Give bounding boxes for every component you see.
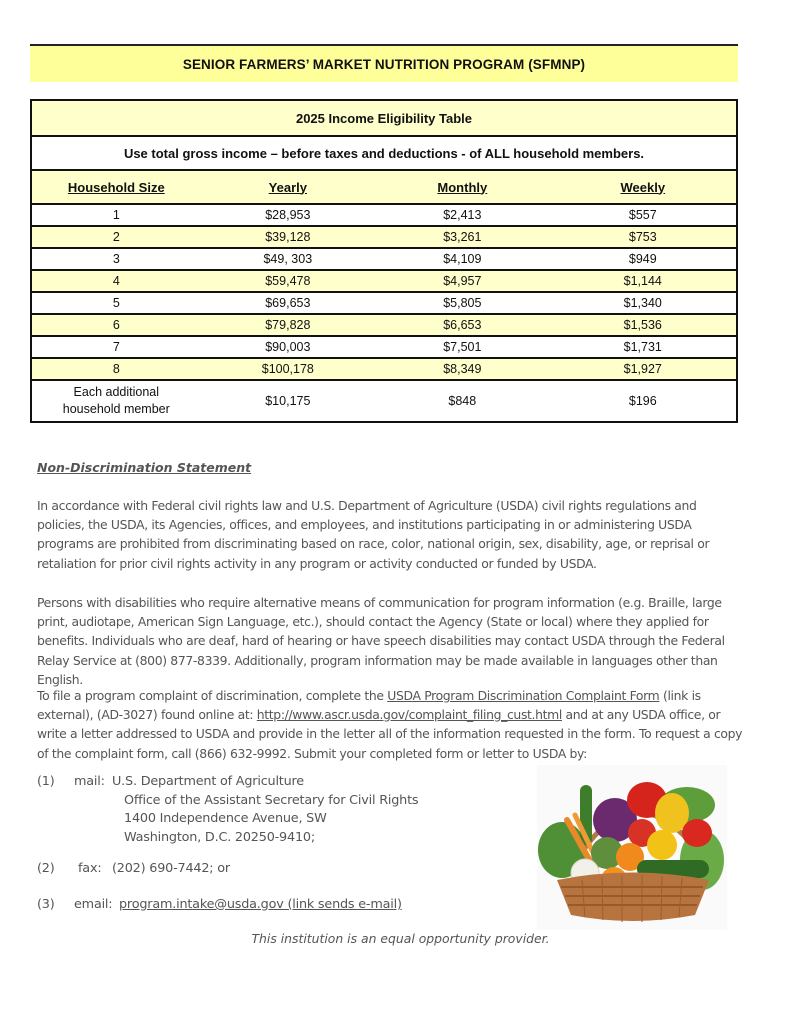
- cell-yearly: $100,178: [201, 358, 376, 380]
- cell-monthly: $4,957: [375, 270, 549, 292]
- table-caption: 2025 Income Eligibility Table: [31, 100, 737, 136]
- contact-email: [37, 896, 517, 916]
- cell-monthly: $4,109: [375, 248, 549, 270]
- cell-yearly: $39,128: [201, 226, 376, 248]
- table-row: [31, 336, 737, 358]
- statement-paragraph-1: In accordance with Federal civil rights law and U.S. Department of Agriculture (USDA) civil rights regulations and policies, the USDA, its Agencies, offices, and employees, and institutions participating in or administering USDA programs are prohibited from discriminating based on race, color, national origin, sex, disability, age, or reprisal or retaliation for prior civil rights activity in any program or activity conducted or funded by USDA.: [37, 498, 710, 571]
- cell-monthly: $5,805: [375, 292, 549, 314]
- cell-household-size: 7: [31, 336, 201, 358]
- table-row: [31, 248, 737, 270]
- table-row: [31, 204, 737, 226]
- contact-fax: [37, 860, 517, 880]
- cell-weekly: $1,927: [550, 358, 737, 380]
- cell-household-size: 5: [31, 292, 201, 314]
- non-discrimination-heading: Non-Discrimination Statement: [37, 460, 252, 475]
- cell-yearly: $59,478: [201, 270, 376, 292]
- contact-label: fax:: [78, 861, 102, 876]
- vegetable-basket-icon: [537, 765, 727, 930]
- complaint-form-link[interactable]: USDA Program Discrimination Complaint Form: [387, 688, 660, 703]
- table-row: [31, 358, 737, 380]
- cell-weekly: $753: [550, 226, 737, 248]
- table-row: [31, 270, 737, 292]
- cell-monthly: $2,413: [375, 204, 549, 226]
- cell-household-size: 8: [31, 358, 201, 380]
- income-eligibility-table: [30, 99, 738, 423]
- cell-yearly: $28,953: [201, 204, 376, 226]
- cell-yearly: $79,828: [201, 314, 376, 336]
- contact-label: email:: [74, 897, 113, 912]
- cell-monthly: $3,261: [375, 226, 549, 248]
- cell-weekly: $557: [550, 204, 737, 226]
- cell-weekly: $949: [550, 248, 737, 270]
- statement-paragraph-2: Persons with disabilities who require alternative means of communication for program information (e.g. Braille, large print, audiotape, American Sign Language, etc.), should contact the Agency (State or local) where they applied for benefits. Individuals who are deaf, hard of hearing or have speech disabilities may contact USDA through the Federal Relay Service at (800) 877-8339. Additionally, program information may be made available in languages other than English.: [37, 595, 725, 687]
- cell-weekly: $1,731: [550, 336, 737, 358]
- cell-household-size: 3: [31, 248, 201, 270]
- column-header-weekly: Weekly: [550, 170, 737, 204]
- cell-household-size: 1: [31, 204, 201, 226]
- column-header-household-size: Household Size: [31, 170, 201, 204]
- contact-number: (1): [37, 774, 55, 789]
- cell-monthly: $7,501: [375, 336, 549, 358]
- cell-monthly: $8,349: [375, 358, 549, 380]
- complaint-url-link[interactable]: http://www.ascr.usda.gov/complaint_filing_cust.html: [256, 707, 562, 723]
- cell-household-size: 2: [31, 226, 201, 248]
- email-link[interactable]: program.intake@usda.gov (link sends e-mail): [119, 897, 402, 912]
- cell-weekly: $196: [550, 380, 737, 422]
- table-row: [31, 226, 737, 248]
- table-row: [31, 292, 737, 314]
- cell-household-size: 4: [31, 270, 201, 292]
- cell-household-size: 6: [31, 314, 201, 336]
- cell-weekly: $1,340: [550, 292, 737, 314]
- program-title-bar: [30, 44, 738, 82]
- cell-yearly: $49, 303: [201, 248, 376, 270]
- cell-yearly: $69,653: [201, 292, 376, 314]
- table-header-row: [31, 170, 737, 204]
- cell-monthly: $848: [375, 380, 549, 422]
- program-title: SENIOR FARMERS’ MARKET NUTRITION PROGRAM (SFMNP): [182, 56, 586, 72]
- contact-number: (2): [37, 861, 55, 876]
- cell-additional-label: Each additional household member: [31, 380, 201, 422]
- equal-opportunity-note: This institution is an equal opportunity provider.: [251, 931, 550, 946]
- vegetable-basket-image: [537, 765, 727, 930]
- statement-paragraph-3: To file a program complaint of discrimination, complete the USDA Program Discrimination Complaint Form (link is external), (AD-3027) found online at: http://www.ascr.usda.gov/complaint_filing_cust.html and at any USDA office, or write a letter addressed to USDA and provide in the letter all of the information requested in the form. To request a copy of the complaint form, call (866) 632-9992. Submit your completed form or letter to USDA by:: [37, 688, 743, 761]
- contact-number: (3): [37, 897, 55, 912]
- cell-yearly: $10,175: [201, 380, 376, 422]
- fax-number: (202) 690-7442; or: [112, 861, 230, 876]
- column-header-yearly: Yearly: [201, 170, 376, 204]
- mail-address: U.S. Department of Agriculture Office of the Assistant Secretary for Civil Rights 1400 Independence Avenue, SW Washington, D.C. 20250-9410;: [112, 774, 419, 845]
- contact-label: mail:: [74, 774, 105, 789]
- cell-weekly: $1,536: [550, 314, 737, 336]
- cell-monthly: $6,653: [375, 314, 549, 336]
- table-row: [31, 314, 737, 336]
- table-row-additional-member: [31, 380, 737, 422]
- contact-mail: [37, 773, 517, 853]
- cell-yearly: $90,003: [201, 336, 376, 358]
- table-subcaption: Use total gross income – before taxes and deductions - of ALL household members.: [31, 136, 737, 170]
- column-header-monthly: Monthly: [375, 170, 549, 204]
- cell-weekly: $1,144: [550, 270, 737, 292]
